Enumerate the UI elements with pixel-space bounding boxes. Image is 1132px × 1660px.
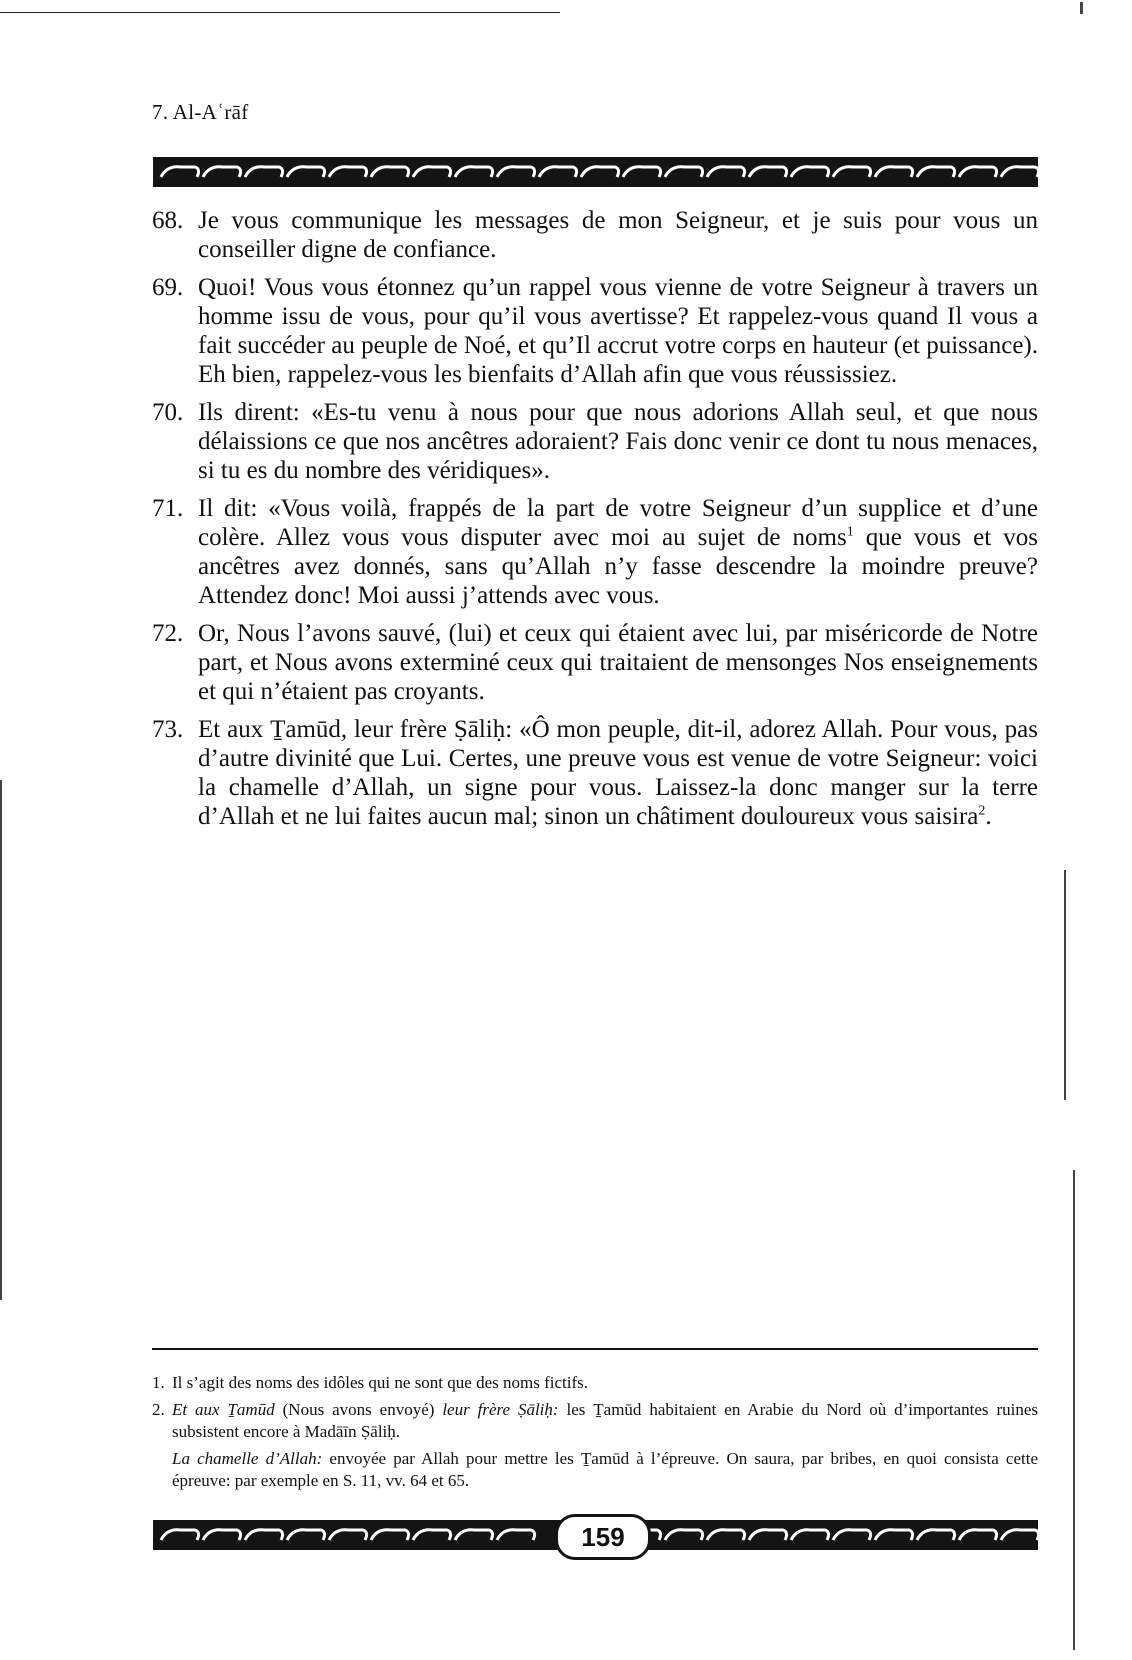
- ornament-curl: [665, 167, 703, 177]
- verse-text-part: Il dit: «Vous voilà, frappés de la part de votre Seigneur d’un supplice et d’une colère. Allez vous vous disputer avec moi au sujet de noms: [198, 495, 1038, 551]
- ornament-curl: [791, 1530, 829, 1540]
- verse-text: Or, Nous l’avons sauvé, (lui) et ceux qui étaient avec lui, par miséricorde de Notre part, et Nous avons exterminé ceux qui traitaient de mensonges Nos enseignements et qui n’étaient pas croyants.: [198, 620, 1038, 705]
- footnotes-block: [152, 1372, 1038, 1492]
- ornament-curl: [707, 1530, 745, 1540]
- verse-text: Quoi! Vous vous étonnez qu’un rappel vous vienne de votre Seigneur à travers un homme issu de vous, pour qu’il vous avertisse? Et rappelez-vous quand Il vous a fait succéder au peuple de Noé, et qu’Il accrut votre corps en hauteur (et puissance). Eh bien, rappelez-vous les bienfaits d’Allah afin que vous réussissiez.: [198, 274, 1038, 388]
- ornament-curl: [623, 167, 661, 177]
- footnote-italic: leur frère Ṣāliḥ:: [442, 1400, 559, 1419]
- verse-text-part: Et aux Ṯamūd, leur frère Ṣāliḥ: «Ô mon peuple, dit-il, adorez Allah. Pour vous, pas d’autre divinité que Lui. Certes, une preuve vous est venue de votre Seigneur: voici la chamelle d’Allah, un signe pour vous. Laissez-la donc manger sur la terre d’Allah et ne lui faites aucun mal; sinon un châtiment douloureux vous saisira: [198, 716, 1038, 830]
- verse-70: [152, 398, 1038, 485]
- ornament-curl: [833, 1530, 871, 1540]
- scan-corner-mark: [1080, 2, 1083, 14]
- footnote-ref[interactable]: 2: [978, 803, 986, 819]
- ornament-curl: [875, 167, 913, 177]
- ornament-curl: [497, 1530, 535, 1540]
- footnote-plain: envoyée par Allah pour mettre les Ṯamūd à l’épreuve. On saura, par bribes, en quoi consista cette épreuve: par exemple en S. 11, vv. 64 et 65.: [172, 1449, 1038, 1490]
- ornament-curl: [455, 1530, 493, 1540]
- ornament-curl: [245, 1530, 283, 1540]
- ornament-curl: [497, 167, 535, 177]
- footnote-2-continuation: [172, 1448, 1038, 1492]
- ornament-curl: [833, 167, 871, 177]
- ornament-curl: [959, 1530, 997, 1540]
- footnote-italic: Et aux Ṯamūd: [172, 1400, 275, 1419]
- page-number: 159: [555, 1514, 651, 1560]
- ornament-curl: [203, 1530, 241, 1540]
- ornament-curl: [371, 167, 409, 177]
- ornament-curl: [791, 167, 829, 177]
- verse-number: 72.: [152, 620, 184, 647]
- footnote-number: 2.: [152, 1400, 165, 1419]
- ornament-curl: [329, 1530, 367, 1540]
- verse-71: [152, 494, 1038, 610]
- verse-number: 70.: [152, 399, 184, 426]
- footnote-2: [152, 1399, 1038, 1443]
- ornament-curl: [161, 167, 199, 177]
- verse-text: Je vous communique les messages de mon Seigneur, et je suis pour vous un conseiller digne de confiance.: [198, 207, 1038, 263]
- verse-72: [152, 619, 1038, 706]
- ornament-curl: [875, 1530, 913, 1540]
- ornament-curl: [749, 1530, 787, 1540]
- footnote-italic: La chamelle d’Allah:: [172, 1449, 323, 1468]
- verse-number: 69.: [152, 274, 184, 301]
- verse-number: 68.: [152, 207, 184, 234]
- scan-edge-mark: [1064, 870, 1066, 1100]
- verse-number: 71.: [152, 495, 184, 522]
- ornament-curl: [749, 167, 787, 177]
- scan-edge-mark: [0, 780, 2, 1300]
- footnote-1: [152, 1372, 1038, 1394]
- ornament-curl: [581, 167, 619, 177]
- verse-text: [198, 494, 1038, 610]
- verse-text-part: que vous et vos ancêtres avez donnés, sans qu’Allah n’y fasse descendre la moindre preuve? Attendez donc! Moi aussi j’attends avec vous.: [198, 524, 1038, 609]
- ornament-curl: [1001, 167, 1038, 177]
- ornament-curl: [245, 167, 283, 177]
- ornament-curl: [455, 167, 493, 177]
- footnote-ref[interactable]: 1: [846, 524, 854, 540]
- verse-73: [152, 715, 1038, 831]
- footnote-plain: les Ṯamūd habitaient en Arabie du Nord où d’importantes ruines subsistent encore à Madāīn Ṣāliḥ.: [172, 1400, 1038, 1441]
- ornament-curl: [539, 167, 577, 177]
- verses-block: [152, 206, 1038, 840]
- footnote-number: 1.: [152, 1373, 165, 1392]
- ornament-curl: [161, 1530, 199, 1540]
- verse-text: Ils dirent: «Es-tu venu à nous pour que nous adorions Allah seul, et que nous délaissions ce que nos ancêtres adoraient? Fais donc venir ce dont tu nous menaces, si tu es du nombre des véridiques».: [198, 399, 1038, 484]
- scan-top-rule: [0, 12, 560, 13]
- ornament-curl: [371, 1530, 409, 1540]
- footnote-text: [172, 1399, 1038, 1443]
- verse-text: [198, 715, 1038, 831]
- scan-edge-mark: [1073, 1170, 1075, 1650]
- verse-69: [152, 273, 1038, 389]
- ornament-curl: [287, 167, 325, 177]
- ornament-curl: [917, 1530, 955, 1540]
- footnote-separator: [152, 1348, 1038, 1350]
- ornament-curl: [413, 167, 451, 177]
- ornamental-band-top: [153, 157, 1038, 187]
- ornament-curl: [287, 1530, 325, 1540]
- verse-68: [152, 206, 1038, 264]
- ornament-pattern: [153, 157, 1038, 187]
- running-head: 7. Al-Aʿrāf: [152, 100, 249, 124]
- footnote-text: Il s’agit des noms des idôles qui ne sont que des noms fictifs.: [172, 1373, 588, 1392]
- ornament-curl: [917, 167, 955, 177]
- ornament-curl: [413, 1530, 451, 1540]
- ornament-curl: [959, 167, 997, 177]
- ornament-curl: [203, 167, 241, 177]
- ornament-curl: [1001, 1530, 1038, 1540]
- ornament-curl: [329, 167, 367, 177]
- verse-text-part: .: [985, 803, 992, 830]
- footnote-plain: (Nous avons envoyé): [274, 1400, 443, 1419]
- verse-number: 73.: [152, 716, 184, 743]
- ornament-curl: [665, 1530, 703, 1540]
- ornament-curl: [707, 167, 745, 177]
